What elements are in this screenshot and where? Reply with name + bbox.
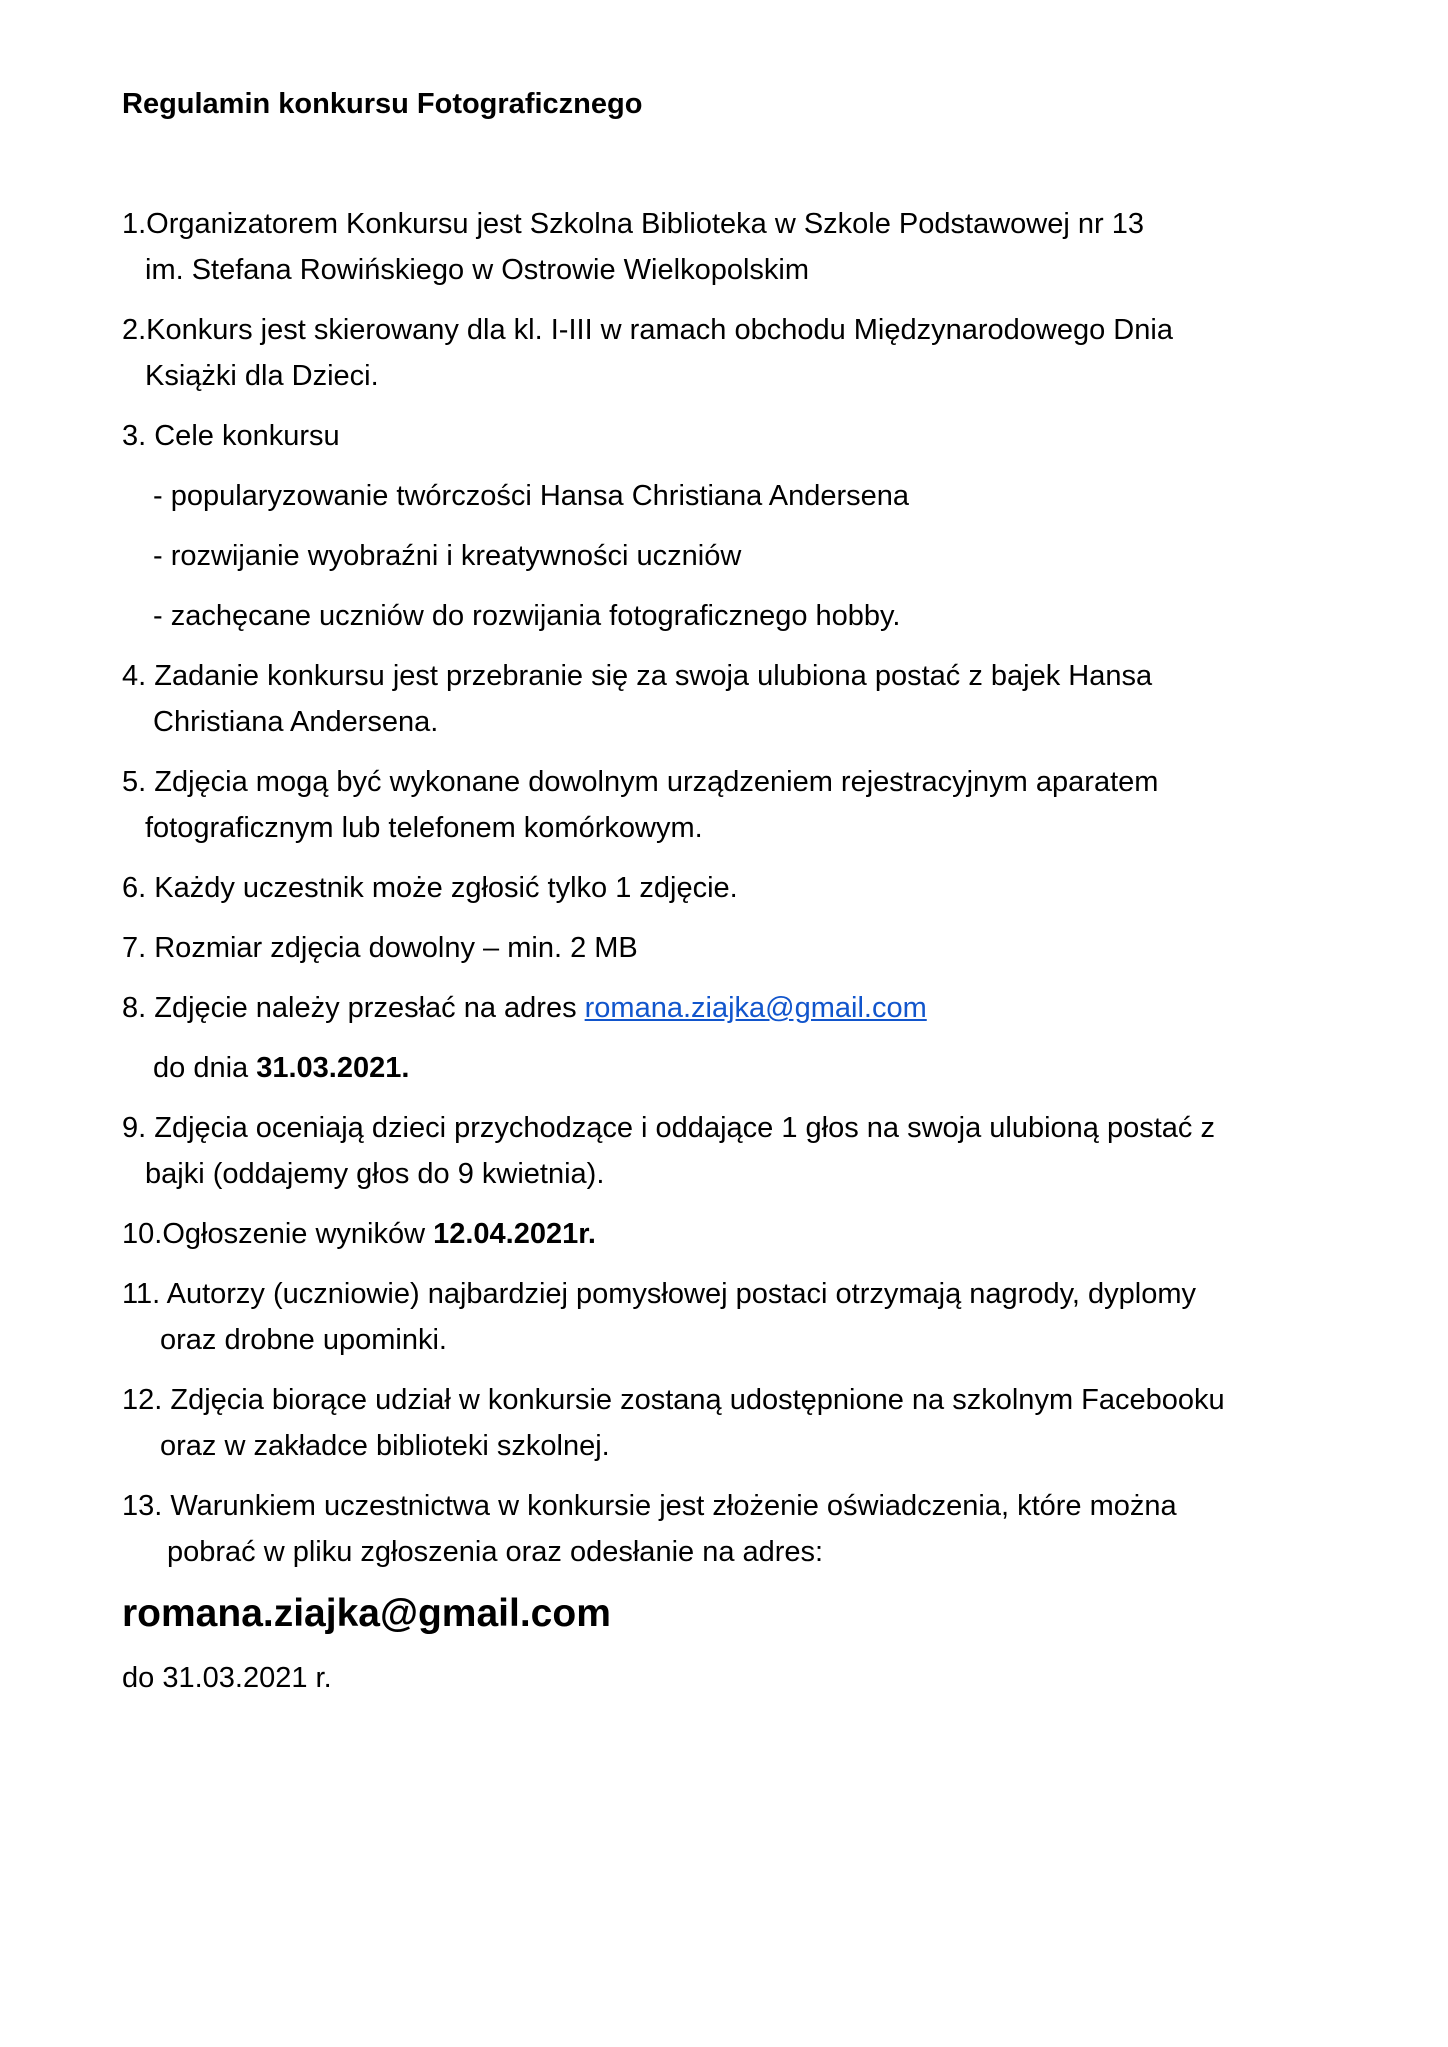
item-11-line-2: oraz drobne upominki. bbox=[160, 1324, 447, 1356]
item-4-line-1: 4. Zadanie konkursu jest przebranie się za swoja ulubiona postać z bajek Hansa bbox=[122, 660, 1153, 692]
item-1-line-1: 1.Organizatorem Konkursu jest Szkolna Biblioteka w Szkole Podstawowej nr 13 bbox=[122, 208, 1144, 240]
item-3-heading: 3. Cele konkursu bbox=[122, 420, 340, 452]
contact-email: romana.ziajka@gmail.com bbox=[122, 1592, 611, 1635]
item-8-line-2 bbox=[153, 1050, 409, 1086]
item-5-line-2: fotograficznym lub telefonem komórkowym. bbox=[145, 812, 703, 844]
final-deadline: do 31.03.2021 r. bbox=[122, 1662, 332, 1694]
item-1-line-2: im. Stefana Rowińskiego w Ostrowie Wielkopolskim bbox=[145, 254, 809, 286]
item-8-deadline-prefix: do dnia bbox=[153, 1052, 257, 1084]
item-2-line-2: Książki dla Dzieci. bbox=[145, 360, 379, 392]
item-13-line-2: pobrać w pliku zgłoszenia oraz odesłanie na adres: bbox=[167, 1536, 824, 1568]
item-10 bbox=[122, 1216, 596, 1252]
item-10-text: 10.Ogłoszenie wyników bbox=[122, 1218, 434, 1250]
item-10-date: 12.04.2021r. bbox=[433, 1218, 596, 1250]
item-9-line-2: bajki (oddajemy głos do 9 kwietnia). bbox=[145, 1158, 605, 1190]
item-11-line-1: 11. Autorzy (uczniowie) najbardziej pomysłowej postaci otrzymają nagrody, dyplomy bbox=[122, 1278, 1197, 1310]
item-4-line-2: Christiana Andersena. bbox=[153, 706, 439, 738]
goal-bullet-3: - zachęcane uczniów do rozwijania fotograficznego hobby. bbox=[153, 600, 901, 632]
item-8-line-1 bbox=[122, 990, 927, 1026]
item-9-line-1: 9. Zdjęcia oceniają dzieci przychodzące i oddające 1 głos na swoja ulubioną postać z bbox=[122, 1112, 1215, 1144]
item-6: 6. Każdy uczestnik może zgłosić tylko 1 zdjęcie. bbox=[122, 872, 738, 904]
document-title: Regulamin konkursu Fotograficznego bbox=[122, 88, 643, 120]
item-8-deadline-date: 31.03.2021. bbox=[256, 1052, 410, 1084]
item-12-line-2: oraz w zakładce biblioteki szkolnej. bbox=[160, 1430, 610, 1462]
item-5-line-1: 5. Zdjęcia mogą być wykonane dowolnym urządzeniem rejestracyjnym aparatem bbox=[122, 766, 1159, 798]
goal-bullet-2: - rozwijanie wyobraźni i kreatywności uczniów bbox=[153, 540, 742, 572]
email-link[interactable]: romana.ziajka@gmail.com bbox=[584, 992, 927, 1024]
item-2-line-1: 2.Konkurs jest skierowany dla kl. I-III w ramach obchodu Międzynarodowego Dnia bbox=[122, 314, 1173, 346]
item-13-line-1: 13. Warunkiem uczestnictwa w konkursie jest złożenie oświadczenia, które można bbox=[122, 1490, 1177, 1522]
goal-bullet-1: - popularyzowanie twórczości Hansa Christiana Andersena bbox=[153, 480, 909, 512]
item-12-line-1: 12. Zdjęcia biorące udział w konkursie zostaną udostępnione na szkolnym Facebooku bbox=[122, 1384, 1225, 1416]
item-7: 7. Rozmiar zdjęcia dowolny – min. 2 MB bbox=[122, 932, 638, 964]
item-8-text: 8. Zdjęcie należy przesłać na adres bbox=[122, 992, 585, 1024]
